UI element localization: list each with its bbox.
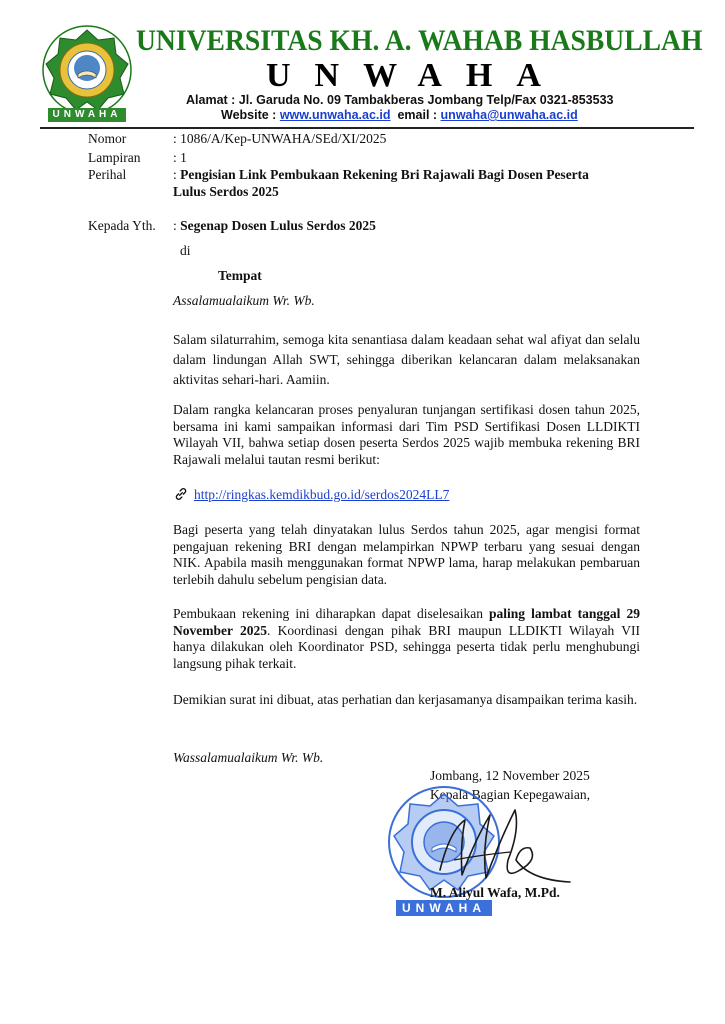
di-text: di [180,243,191,258]
logo-banner-text: UNWAHA [52,109,122,120]
kepada-colon: : [173,218,181,233]
link-icon [174,487,188,501]
website-link[interactable]: www.unwaha.ac.id [279,108,391,122]
nomor-label: Nomor [88,131,127,146]
university-name: UNIVERSITAS KH. A. WAHAB HASBULLAH [136,24,703,57]
perihal-line-2: Lulus Serdos 2025 [173,184,279,199]
paragraph-3: Bagi peserta yang telah dinyatakan lulus Serdos tahun 2025, agar mengisi format pengajuan rekening BRI dengan melampirkan NPWP terbaru yang sesuai dengan NIK. Apabila masih menggunakan format NPWP lama, harap melakukan pembaruan terlebih dahulu sebelum pengisian data. [173,522,640,587]
letterhead-divider [40,127,694,129]
paragraph-1: Salam silaturrahim, semoga kita senantiasa dalam keadaan sehat wal afiyat dan selalu dalam lindungan Allah SWT, sehingga diberikan kelancaran dalam melaksanakan aktivitas sehari-hari. Aamiin. [173,332,640,387]
place-date: Jombang, 12 November 2025 [430,768,590,783]
email-link[interactable]: unwaha@unwaha.ac.id [440,108,578,122]
kepada-value [173,218,376,234]
registration-link[interactable]: http://ringkas.kemdikbud.go.id/serdos2024LL7 [194,487,450,502]
signature-scribble-icon [420,800,580,895]
perihal-line-1: Pengisian Link Pembukaan Rekening Bri Rajawali Bagi Dosen Peserta [180,167,589,182]
university-logo [38,24,136,124]
paragraph-5: Demikian surat ini dibuat, atas perhatian dan kerjasamanya disampaikan terima kasih. [173,692,638,707]
deadline-text: paling lambat tanggal 29 November 2025 [173,606,640,638]
stamp-banner-text: UNWAHA [402,901,486,915]
kepada-label: Kepada Yth. [88,218,156,233]
greeting: Assalamualaikum Wr. Wb. [173,293,315,308]
paragraph-4-text: Pembukaan rekening ini diharapkan dapat diselesaikan [173,606,490,621]
perihal-value [173,167,589,183]
tempat-text: Tempat [218,268,262,283]
university-abbreviation: UNWAHA [266,57,565,94]
perihal-colon: : [173,167,181,182]
signatory-name: M. Aliyul Wafa, M.Pd. [430,885,560,900]
paragraph-2: Dalam rangka kelancaran proses penyaluran tunjangan sertifikasi dosen tahun 2025, bersama ini kami sampaikan informasi dari Tim PSD Sertifikasi Dosen LLDIKTI Wilayah VII, bahwa setiap dosen peserta Serdos 2025 wajib membuka rekening BRI Rajawali melalui tautan resmi berikut: [173,402,640,467]
closing-greeting: Wassalamualaikum Wr. Wb. [173,750,324,765]
email-label: email : [397,108,438,122]
nomor-value: : 1086/A/Kep-UNWAHA/SEd/XI/2025 [173,131,387,146]
registration-link-row [174,486,449,503]
lampiran-value: : 1 [173,150,187,165]
signatory-position: Kepala Bagian Kepegawaian, [430,787,591,802]
paragraph-4-text-end: . Koordinasi dengan pihak BRI maupun LLDIKTI Wilayah VII hanya dilakukan oleh Koordinator PSD, sehingga peserta tidak perlu menghubungi langsung pihak terkait. [173,622,640,671]
university-address: Alamat : Jl. Garuda No. 09 Tambakberas Jombang Telp/Fax 0321-853533 [186,93,614,107]
university-contact [221,108,578,123]
perihal-label: Perihal [88,167,127,182]
paragraph-4 [173,606,640,672]
kepada-recipient: Segenap Dosen Lulus Serdos 2025 [180,218,376,233]
handwritten-signature [420,800,580,895]
lampiran-label: Lampiran [88,150,141,165]
website-label: Website : [221,108,277,122]
